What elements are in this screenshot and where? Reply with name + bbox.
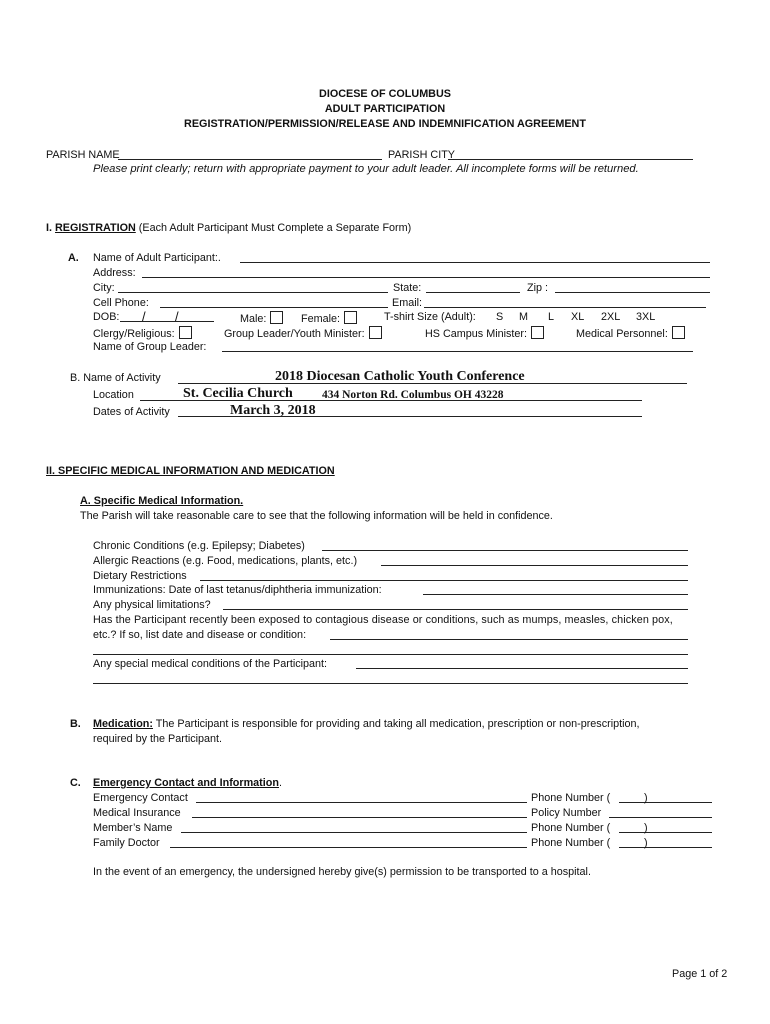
size-3xl[interactable]: 3XL [636, 311, 656, 323]
clergy-option[interactable]: Clergy/Religious: [93, 326, 192, 340]
instructions: Please print clearly; return with appropriate payment to your adult leader. All incomplete forms will be returned. [93, 163, 639, 175]
email-label: Email: [392, 297, 422, 309]
immunizations-label: Immunizations: Date of last tetanus/diphtheria immunization: [93, 584, 382, 596]
location-value: St. Cecilia Church [183, 386, 293, 401]
header-line-2: ADULT PARTICIPATION [324, 103, 446, 115]
phone-paren-3: ) [644, 837, 648, 849]
section1-title: I. REGISTRATION (Each Adult Participant Must Complete a Separate Form) [46, 222, 412, 234]
policy-number-label: Policy Number [531, 807, 602, 819]
state-field[interactable] [426, 292, 520, 293]
dob-label: DOB: [93, 311, 120, 323]
medication-marker: B. [70, 718, 81, 730]
activity-label: B. Name of Activity [70, 372, 161, 384]
parish-name-label: PARISH NAME [46, 149, 120, 161]
activity-value: 2018 Diocesan Catholic Youth Conference [275, 369, 525, 384]
physical-field[interactable] [223, 609, 688, 610]
immunizations-field[interactable] [423, 594, 688, 595]
tshirt-label: T-shirt Size (Adult): [384, 311, 476, 323]
phone-number-label-1: Phone Number ( [531, 792, 611, 804]
city-label: City: [93, 282, 115, 294]
parish-city-field[interactable] [448, 159, 693, 160]
location-label: Location [93, 389, 134, 401]
dob-field[interactable] [120, 321, 214, 322]
emergency-heading: Emergency Contact and Information. [93, 777, 282, 789]
size-m[interactable]: M [519, 311, 528, 323]
size-2xl[interactable]: 2XL [601, 311, 621, 323]
section1-a-marker: A. [68, 252, 79, 264]
members-name-label: Member’s Name [93, 822, 173, 834]
phone-paren-1: ) [644, 792, 648, 804]
campus-minister-option[interactable]: HS Campus Minister: [425, 326, 544, 340]
phone-paren-2: ) [644, 822, 648, 834]
medical-insurance-field[interactable] [192, 817, 527, 818]
dietary-field[interactable] [200, 580, 688, 581]
parish-name-field[interactable] [118, 159, 382, 160]
allergic-label: Allergic Reactions (e.g. Food, medications, plants, etc.) [93, 555, 358, 567]
cell-phone-label: Cell Phone: [93, 297, 149, 309]
transport-permission: In the event of an emergency, the undersigned hereby give(s) permission to be transported to a hospital. [93, 866, 591, 878]
emergency-contact-label: Emergency Contact [93, 792, 188, 804]
email-field[interactable] [424, 307, 706, 308]
address-label: Address: [93, 267, 136, 279]
physical-label: Any physical limitations? [93, 599, 211, 611]
phone-number-field-1[interactable] [619, 802, 712, 803]
medical-personnel-checkbox[interactable] [672, 326, 685, 339]
phone-number-label-2: Phone Number ( [531, 822, 611, 834]
members-name-field[interactable] [181, 832, 527, 833]
family-doctor-field[interactable] [170, 847, 527, 848]
dob-slash-1: / [142, 309, 146, 324]
phone-number-field-2[interactable] [619, 832, 712, 833]
exposed-field[interactable] [330, 639, 688, 640]
emergency-marker: C. [70, 777, 81, 789]
chronic-field[interactable] [322, 550, 688, 551]
exposed-question-cont: etc.? If so, list date and disease or condition: [93, 629, 307, 641]
clergy-checkbox[interactable] [179, 326, 192, 339]
chronic-label: Chronic Conditions (e.g. Epilepsy; Diabetes) [93, 540, 305, 552]
medical-insurance-label: Medical Insurance [93, 807, 181, 819]
male-option[interactable]: Male: [240, 311, 283, 325]
confidence-statement: The Parish will take reasonable care to see that the following information will be held in confidence. [80, 510, 553, 522]
special-field-2[interactable] [93, 683, 688, 684]
participant-name-field[interactable] [240, 262, 710, 263]
address-field[interactable] [142, 277, 710, 278]
size-s[interactable]: S [496, 311, 504, 323]
female-option[interactable]: Female: [301, 311, 357, 325]
state-label: State: [393, 282, 422, 294]
male-checkbox[interactable] [270, 311, 283, 324]
dietary-label: Dietary Restrictions [93, 570, 187, 582]
group-leader-name-label: Name of Group Leader: [93, 341, 207, 353]
medical-info-heading: A. Specific Medical Information. [80, 495, 244, 507]
emergency-contact-field[interactable] [196, 802, 527, 803]
name-label: Name of Adult Participant:. [93, 252, 221, 264]
group-leader-checkbox[interactable] [369, 326, 382, 339]
medication-text: Medication: The Participant is responsible for providing and taking all medication, prescription or non-prescription, [93, 718, 640, 730]
medication-text-cont: required by the Participant. [93, 733, 223, 745]
policy-number-field[interactable] [609, 817, 712, 818]
special-label: Any special medical conditions of the Participant: [93, 658, 328, 670]
dates-value: March 3, 2018 [230, 403, 316, 418]
phone-number-label-3: Phone Number ( [531, 837, 611, 849]
female-checkbox[interactable] [344, 311, 357, 324]
group-leader-name-field[interactable] [222, 351, 693, 352]
size-l[interactable]: L [548, 311, 555, 323]
size-xl[interactable]: XL [571, 311, 585, 323]
medical-personnel-option[interactable]: Medical Personnel: [576, 326, 685, 340]
zip-label: Zip : [527, 282, 548, 294]
exposed-question: Has the Participant recently been exposed to contagious disease or conditions, such as mumps, measles, chicken pox, [93, 614, 673, 626]
dates-label: Dates of Activity [93, 406, 170, 418]
parish-city-label: PARISH CITY [388, 149, 455, 161]
cell-phone-field[interactable] [160, 307, 388, 308]
group-leader-option[interactable]: Group Leader/Youth Minister: [224, 326, 382, 340]
dob-slash-2: / [175, 309, 179, 324]
zip-field[interactable] [555, 292, 710, 293]
section2-title: II. SPECIFIC MEDICAL INFORMATION AND MEDICATION [46, 465, 335, 477]
phone-number-field-3[interactable] [619, 847, 712, 848]
campus-minister-checkbox[interactable] [531, 326, 544, 339]
special-field[interactable] [356, 668, 688, 669]
location-address: 434 Norton Rd. Columbus OH 43228 [322, 389, 504, 401]
header-line-3: REGISTRATION/PERMISSION/RELEASE AND INDEMNIFICATION AGREEMENT [184, 118, 586, 130]
allergic-field[interactable] [381, 565, 688, 566]
page-number: Page 1 of 2 [672, 968, 728, 980]
exposed-field-2[interactable] [93, 654, 688, 655]
family-doctor-label: Family Doctor [93, 837, 160, 849]
header-line-1: DIOCESE OF COLUMBUS [319, 88, 451, 100]
city-field[interactable] [118, 292, 388, 293]
